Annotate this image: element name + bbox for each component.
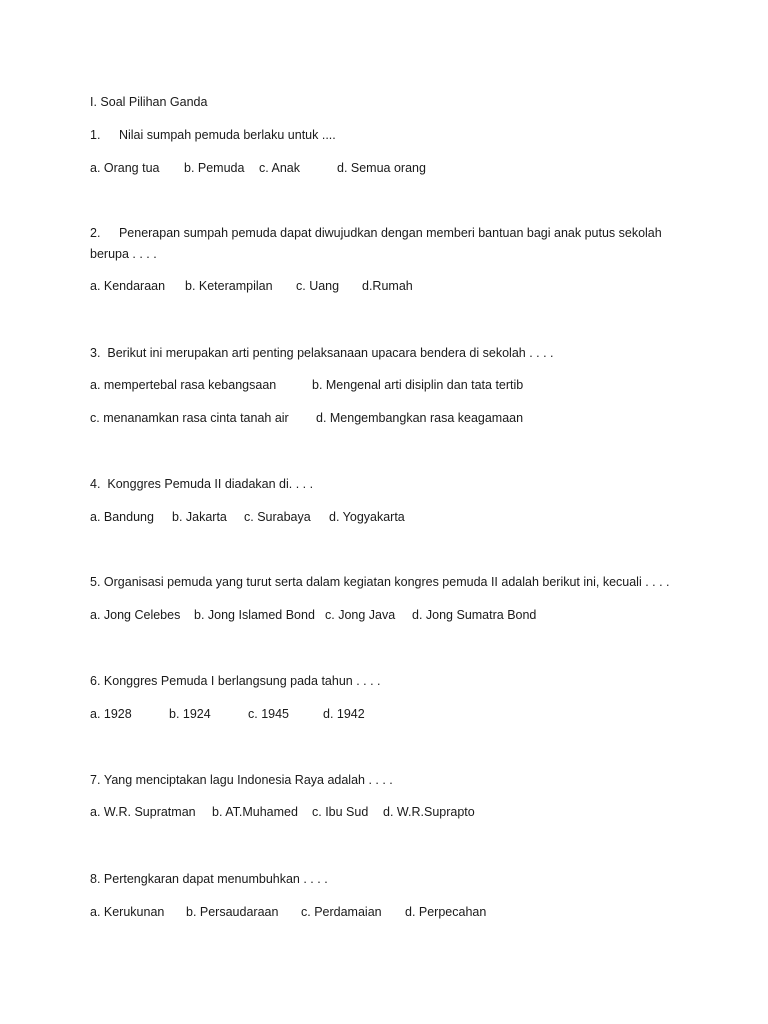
question-number: 5. bbox=[90, 575, 101, 589]
option-b: b. AT.Muhamed bbox=[212, 805, 298, 819]
question-text: Yang menciptakan lagu Indonesia Raya adalah . . . . bbox=[103, 773, 393, 787]
option-a: a. mempertebal rasa kebangsaan bbox=[90, 378, 277, 392]
question-number: 4. bbox=[90, 477, 101, 491]
option-d: d. Jong Sumatra Bond bbox=[412, 608, 537, 622]
question-2 bbox=[90, 225, 662, 241]
option-b: b. Keterampilan bbox=[185, 279, 273, 293]
question-text: Organisasi pemuda yang turut serta dalam kegiatan kongres pemuda II adalah berikut ini, kecuali . . . . bbox=[103, 575, 670, 589]
option-a: a. 1928 bbox=[90, 707, 132, 721]
question-text: Konggres Pemuda II diadakan di. . . . bbox=[107, 477, 314, 491]
option-c: c. Jong Java bbox=[325, 608, 396, 622]
question-text: Berikut ini merupakan arti penting pelaksanaan upacara bendera di sekolah . . . . bbox=[107, 346, 554, 360]
option-c: c. Ibu Sud bbox=[312, 805, 369, 819]
question-4 bbox=[90, 476, 313, 492]
question-1 bbox=[90, 127, 336, 143]
question-text: Konggres Pemuda I berlangsung pada tahun . . . . bbox=[103, 674, 381, 688]
option-d: d. 1942 bbox=[323, 707, 365, 721]
option-b: b. Jakarta bbox=[172, 510, 227, 524]
question-7 bbox=[90, 772, 393, 788]
option-d: d. Yogyakarta bbox=[329, 510, 405, 524]
option-b: b. Mengenal arti disiplin dan tata tertib bbox=[312, 378, 524, 392]
question-number: 2. bbox=[90, 226, 101, 240]
question-text: Penerapan sumpah pemuda dapat diwujudkan dengan memberi bantuan bagi anak putus sekolah bbox=[118, 226, 662, 240]
option-d: d. Semua orang bbox=[337, 161, 426, 175]
option-a: a. W.R. Supratman bbox=[90, 805, 196, 819]
option-a: a. Orang tua bbox=[90, 161, 160, 175]
option-d: d. Perpecahan bbox=[405, 905, 487, 919]
option-a: a. Bandung bbox=[90, 510, 154, 524]
option-c: c. Perdamaian bbox=[301, 905, 382, 919]
question-number: 6. bbox=[90, 674, 101, 688]
question-number: 7. bbox=[90, 773, 101, 787]
question-3 bbox=[90, 345, 554, 361]
option-b: b. Pemuda bbox=[184, 161, 245, 175]
question-5 bbox=[90, 574, 670, 590]
option-c: c. Uang bbox=[296, 279, 340, 293]
question-2-continued: berupa . . . . bbox=[90, 247, 157, 261]
option-c: c. menanamkan rasa cinta tanah air bbox=[90, 411, 289, 425]
question-number: 1. bbox=[90, 128, 101, 142]
option-d: d. W.R.Suprapto bbox=[383, 805, 475, 819]
question-text: Pertengkaran dapat menumbuhkan . . . . bbox=[103, 872, 328, 886]
option-a: a. Kerukunan bbox=[90, 905, 165, 919]
option-d: d.Rumah bbox=[362, 279, 413, 293]
option-b: b. 1924 bbox=[169, 707, 211, 721]
question-number: 3. bbox=[90, 346, 101, 360]
question-number: 8. bbox=[90, 872, 101, 886]
question-text: Nilai sumpah pemuda berlaku untuk .... bbox=[118, 128, 336, 142]
option-b: b. Jong Islamed Bond bbox=[194, 608, 315, 622]
section-title: I. Soal Pilihan Ganda bbox=[90, 95, 208, 109]
question-8 bbox=[90, 871, 328, 887]
question-6 bbox=[90, 673, 381, 689]
option-a: a. Kendaraan bbox=[90, 279, 166, 293]
option-c: c. Surabaya bbox=[244, 510, 311, 524]
option-c: c. Anak bbox=[259, 161, 300, 175]
option-b: b. Persaudaraan bbox=[186, 905, 279, 919]
option-a: a. Jong Celebes bbox=[90, 608, 181, 622]
option-d: d. Mengembangkan rasa keagamaan bbox=[316, 411, 524, 425]
option-c: c. 1945 bbox=[248, 707, 290, 721]
